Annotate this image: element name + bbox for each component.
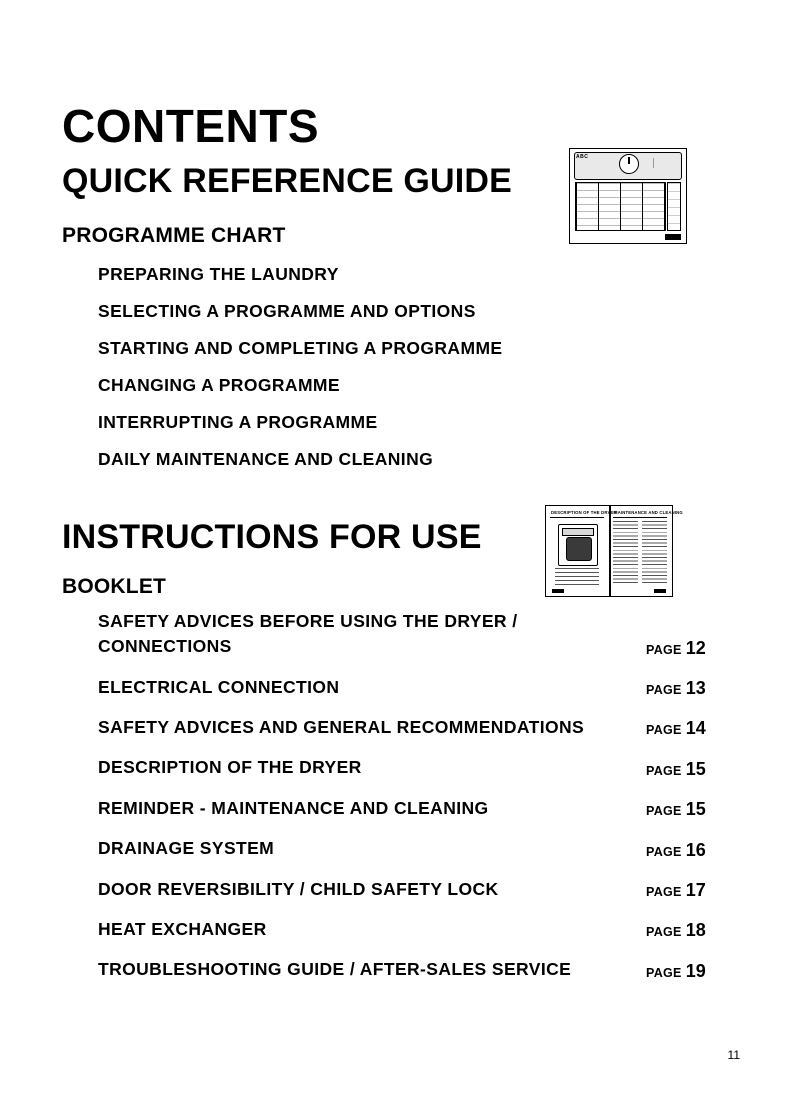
toc-entry-page bbox=[646, 759, 738, 781]
toc-entry-page bbox=[646, 840, 738, 862]
page-title: CONTENTS bbox=[62, 100, 319, 152]
quick-reference-heading: QUICK REFERENCE GUIDE bbox=[62, 162, 513, 201]
page-word: PAGE bbox=[646, 925, 682, 940]
dryer-control-strip bbox=[562, 528, 594, 536]
folio-page-number: 11 bbox=[727, 1048, 740, 1062]
page-word: PAGE bbox=[646, 642, 682, 657]
booklet-right-column-1 bbox=[613, 521, 638, 585]
booklet-left-text-block bbox=[555, 568, 599, 588]
page-number: 17 bbox=[685, 879, 706, 900]
toc-entry-page bbox=[646, 880, 738, 902]
toc-entry-page bbox=[646, 718, 738, 740]
toc-row bbox=[98, 755, 738, 780]
booklet-right-rule bbox=[613, 517, 667, 518]
page-word: PAGE bbox=[646, 763, 682, 778]
booklet-right-heading: MAINTENANCE AND CLEANING bbox=[614, 510, 683, 515]
toc-row bbox=[98, 877, 738, 902]
table-of-contents bbox=[98, 609, 738, 983]
toc-entry-label: SAFETY ADVICES BEFORE USING THE DRYER / CONNECTIONS bbox=[98, 610, 518, 657]
toc-entry-page bbox=[646, 961, 738, 983]
panel-buttons-icon bbox=[653, 158, 680, 168]
page-number: 15 bbox=[685, 799, 706, 820]
toc-entry-label: DESCRIPTION OF THE DRYER bbox=[98, 757, 362, 778]
toc-entry-page bbox=[646, 920, 738, 942]
toc-entry-label: SAFETY ADVICES AND GENERAL RECOMMENDATIONS bbox=[98, 717, 585, 738]
quick-reference-list bbox=[62, 264, 740, 470]
page-number: 15 bbox=[685, 758, 706, 779]
programme-selector-knob-icon bbox=[619, 154, 639, 174]
page-number: 13 bbox=[685, 678, 706, 699]
toc-entry-label: TROUBLESHOOTING GUIDE / AFTER-SALES SERVICE bbox=[98, 959, 572, 980]
list-item: SELECTING A PROGRAMME AND OPTIONS bbox=[98, 300, 476, 321]
toc-entry-label: ELECTRICAL CONNECTION bbox=[98, 676, 340, 697]
booklet-left-heading: DESCRIPTION OF THE DRYER bbox=[551, 510, 617, 515]
list-item: CHANGING A PROGRAMME bbox=[98, 374, 340, 395]
page-word: PAGE bbox=[646, 723, 682, 738]
toc-entry-page bbox=[646, 638, 738, 660]
toc-row bbox=[98, 675, 738, 700]
list-item: PREPARING THE LAUNDRY bbox=[98, 263, 339, 284]
panel-brand-label: ABC bbox=[576, 154, 589, 160]
dryer-icon bbox=[558, 524, 598, 566]
toc-entry-label: DRAINAGE SYSTEM bbox=[98, 838, 275, 859]
panel-footer-block bbox=[665, 234, 681, 240]
toc-row bbox=[98, 796, 738, 821]
booklet-left-rule bbox=[550, 517, 604, 518]
page-number: 14 bbox=[685, 718, 706, 739]
page-word: PAGE bbox=[646, 965, 682, 980]
page-number: 12 bbox=[685, 637, 706, 658]
toc-row bbox=[98, 609, 738, 660]
page-number: 16 bbox=[685, 839, 706, 860]
list-item: STARTING AND COMPLETING A PROGRAMME bbox=[98, 337, 503, 358]
toc-entry-page bbox=[646, 799, 738, 821]
page-number: 19 bbox=[685, 960, 706, 981]
control-panel-illustration bbox=[569, 148, 687, 244]
programme-chart-heading: PROGRAMME CHART bbox=[62, 223, 286, 247]
dryer-door-icon bbox=[566, 537, 592, 561]
toc-row bbox=[98, 957, 738, 982]
booklet-right-footer-block bbox=[654, 589, 666, 593]
toc-row bbox=[98, 836, 738, 861]
booklet-spine bbox=[609, 506, 611, 596]
page-number: 18 bbox=[685, 920, 706, 941]
toc-row bbox=[98, 715, 738, 740]
toc-entry-label: DOOR REVERSIBILITY / CHILD SAFETY LOCK bbox=[98, 878, 499, 899]
page-word: PAGE bbox=[646, 804, 682, 819]
toc-entry-page bbox=[646, 678, 738, 700]
page-word: PAGE bbox=[646, 884, 682, 899]
programme-chart-grid bbox=[575, 182, 666, 231]
booklet-right-column-2 bbox=[642, 521, 667, 585]
toc-entry-label: HEAT EXCHANGER bbox=[98, 918, 267, 939]
list-item: INTERRUPTING A PROGRAMME bbox=[98, 411, 378, 432]
instructions-heading: INSTRUCTIONS FOR USE bbox=[62, 517, 482, 556]
booklet-illustration bbox=[545, 505, 683, 597]
toc-row bbox=[98, 917, 738, 942]
toc-entry-label: REMINDER - MAINTENANCE AND CLEANING bbox=[98, 797, 489, 818]
booklet-left-footer-block bbox=[552, 589, 564, 593]
programme-chart-sidebar bbox=[667, 182, 681, 231]
booklet-heading: BOOKLET bbox=[62, 574, 167, 598]
page-word: PAGE bbox=[646, 844, 682, 859]
page-word: PAGE bbox=[646, 683, 682, 698]
list-item: DAILY MAINTENANCE AND CLEANING bbox=[98, 448, 434, 469]
